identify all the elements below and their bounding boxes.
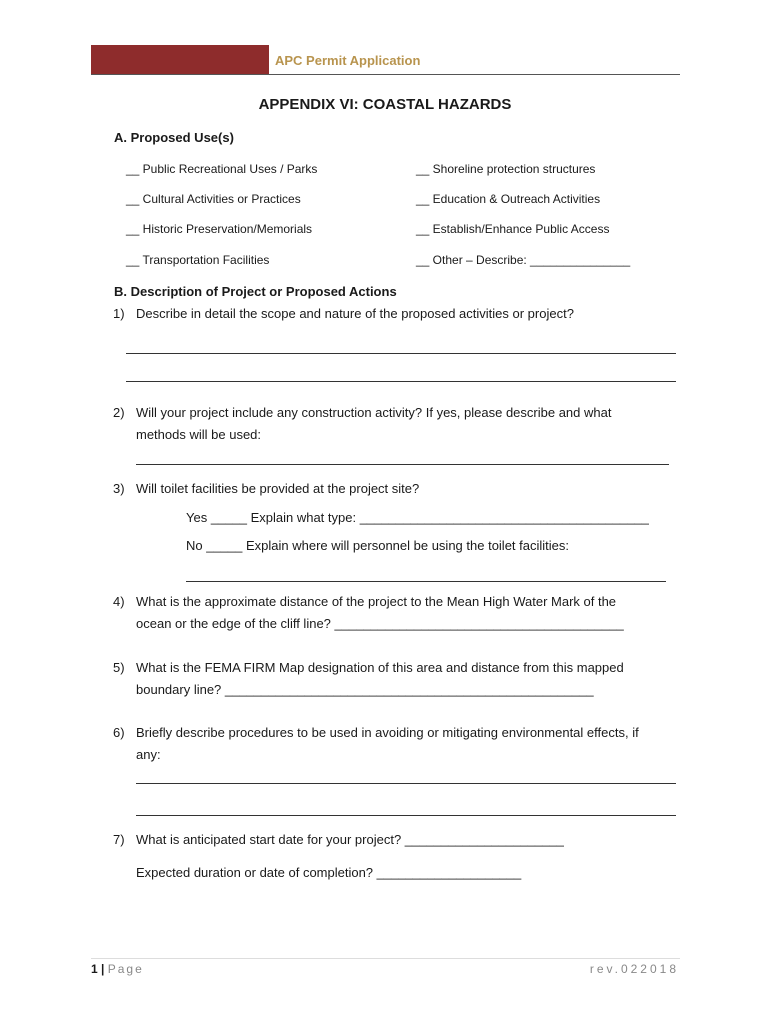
q1-answer-line[interactable] <box>126 381 676 382</box>
q3-no-line: No _____ Explain where will personnel be using the toilet facilities: <box>186 538 569 553</box>
q6-number: 6) <box>113 725 125 740</box>
option-historic-preservation: __ Historic Preservation/Memorials <box>126 222 313 236</box>
header-title: APC Permit Application <box>275 53 421 68</box>
option-other-describe: __ Other – Describe: _______________ <box>416 253 631 267</box>
section-a-heading: A. Proposed Use(s) <box>114 130 234 145</box>
q3-yes-line: Yes _____ Explain what type: ________________________________________ <box>186 510 649 525</box>
page-separator: | <box>97 962 108 976</box>
q3-number: 3) <box>113 481 125 496</box>
q4-text: What is the approximate distance of the project to the Mean High Water Mark of the <box>136 594 617 609</box>
page-label: Page <box>107 962 144 976</box>
footer-rule <box>91 958 680 959</box>
page-number: 1 <box>91 962 98 976</box>
option-shoreline-protection: __ Shoreline protection structures <box>416 162 596 176</box>
q3-answer-line[interactable] <box>186 581 666 582</box>
q5-text: What is the FEMA FIRM Map designation of this area and distance from this mapped <box>136 660 624 675</box>
document-title: APPENDIX VI: COASTAL HAZARDS <box>258 96 512 113</box>
option-cultural-activities: __ Cultural Activities or Practices <box>126 192 301 206</box>
section-b-heading: B. Description of Project or Proposed Actions <box>114 284 397 299</box>
q2-text: Will your project include any construction activity? If yes, please describe and what <box>136 405 612 420</box>
q4-number: 4) <box>113 594 125 609</box>
header-accent-bar <box>91 45 269 75</box>
option-public-access: __ Establish/Enhance Public Access <box>416 222 610 236</box>
q7-number: 7) <box>113 832 125 847</box>
q7-duration: Expected duration or date of completion? ____________________ <box>136 865 522 880</box>
option-public-recreational: __ Public Recreational Uses / Parks <box>126 162 318 176</box>
q4-text-cont: ocean or the edge of the cliff line? ________________________________________ <box>136 616 624 631</box>
q7-start-date: What is anticipated start date for your project? ______________________ <box>136 832 564 847</box>
q1-answer-line[interactable] <box>126 353 676 354</box>
q2-answer-line[interactable] <box>136 464 669 465</box>
q6-answer-line[interactable] <box>136 815 676 816</box>
q1-text: Describe in detail the scope and nature of the proposed activities or project? <box>136 306 574 321</box>
q2-text-cont: methods will be used: <box>136 427 262 442</box>
q1-number: 1) <box>113 306 125 321</box>
footer-page-indicator <box>91 962 144 976</box>
q5-number: 5) <box>113 660 125 675</box>
option-education-outreach: __ Education & Outreach Activities <box>416 192 601 206</box>
q2-number: 2) <box>113 405 125 420</box>
q6-text: Briefly describe procedures to be used in avoiding or mitigating environmental effects, if <box>136 725 639 740</box>
header-rule <box>91 74 680 75</box>
q6-text-cont: any: <box>136 747 161 762</box>
q3-text: Will toilet facilities be provided at the project site? <box>136 481 420 496</box>
option-transportation: __ Transportation Facilities <box>126 253 270 267</box>
revision-label: rev.022018 <box>589 962 679 976</box>
q5-text-cont: boundary line? ___________________________________________________ <box>136 682 594 697</box>
q6-answer-line[interactable] <box>136 783 676 784</box>
